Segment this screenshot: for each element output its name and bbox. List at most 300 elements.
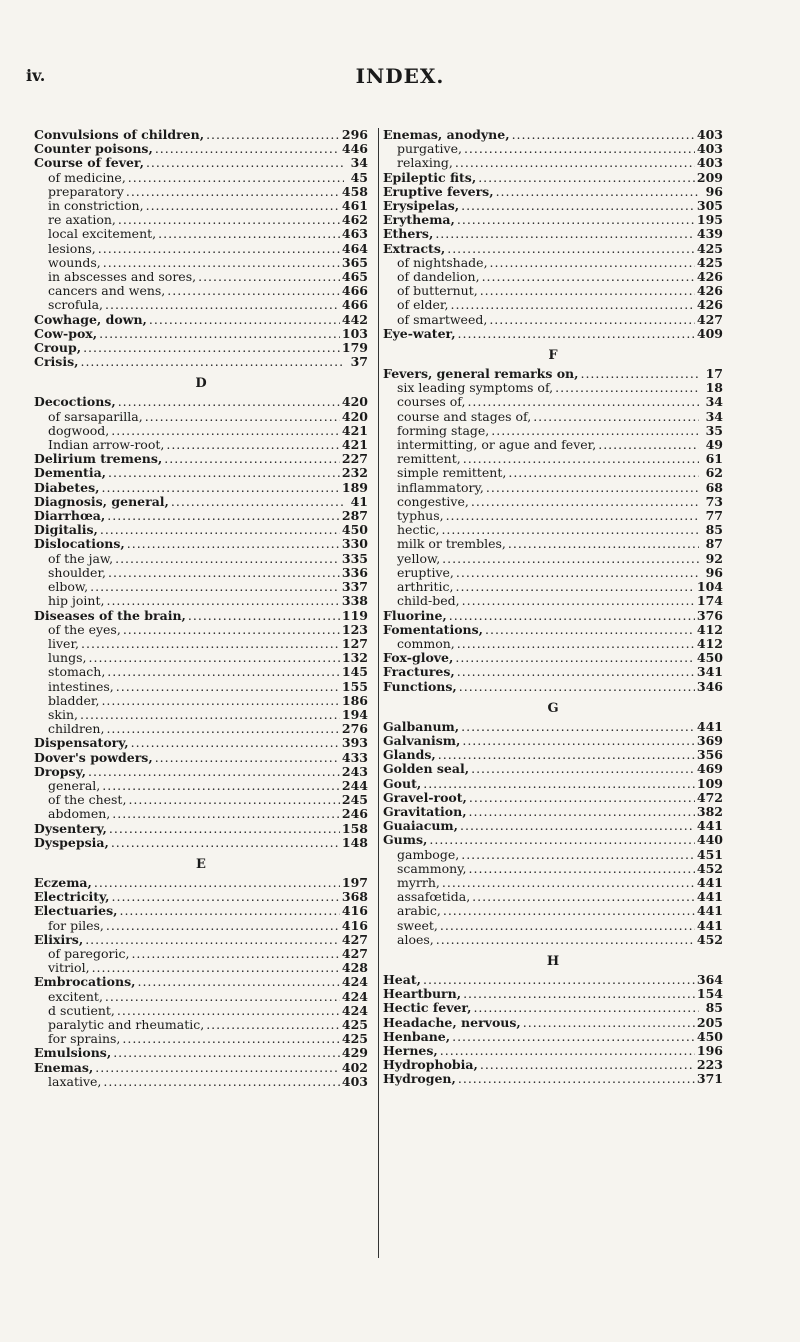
leader-dots [480, 1058, 695, 1072]
leader-dots [118, 395, 340, 409]
entry-page-number: 403 [696, 155, 723, 171]
entry-page-number: 442 [341, 311, 368, 327]
leader-dots [188, 609, 340, 623]
entry-term: Glands, [383, 747, 436, 763]
page-number: iv. [26, 66, 46, 85]
index-subentry [34, 637, 368, 651]
entry-page-number: 452 [696, 860, 723, 876]
index-subentry [383, 594, 723, 608]
entry-term: scammony, [397, 860, 467, 876]
entry-page-number: 403 [696, 141, 723, 157]
index-subentry [34, 1018, 368, 1032]
index-entry [383, 327, 723, 341]
entry-page-number: 441 [696, 917, 723, 933]
leader-dots [491, 424, 699, 438]
leader-dots [109, 822, 340, 836]
entry-page-number: 439 [696, 226, 723, 242]
leader-dots [92, 961, 340, 975]
entry-term: Elixirs, [34, 931, 84, 947]
index-subentry [34, 424, 368, 438]
leader-dots [443, 904, 695, 918]
leader-dots [117, 1004, 340, 1018]
leader-dots [106, 594, 339, 608]
index-entry [34, 890, 368, 904]
entry-term: Convulsions of children, [34, 127, 205, 142]
leader-dots [127, 537, 340, 551]
entry-term: of the eyes, [48, 621, 121, 637]
entry-page-number: 186 [341, 692, 368, 708]
leader-dots [478, 171, 695, 185]
index-subentry [34, 680, 368, 694]
entry-page-number: 49 [705, 437, 723, 453]
index-subentry [383, 410, 723, 424]
leader-dots [206, 1018, 340, 1032]
entry-term: wounds, [48, 254, 101, 270]
index-entry [383, 762, 723, 776]
entry-page-number: 441 [696, 718, 723, 734]
leader-dots [158, 227, 340, 241]
leader-dots [464, 142, 695, 156]
index-subentry [383, 424, 723, 438]
entry-page-number: 145 [341, 664, 368, 680]
index-entry [34, 156, 368, 170]
index-column-left [34, 128, 368, 1089]
index-entry [34, 933, 368, 947]
entry-term: arthritic, [397, 579, 454, 595]
index-entry [34, 481, 368, 495]
entry-page-number: 18 [705, 380, 723, 396]
index-entry [383, 367, 723, 381]
index-entry [34, 523, 368, 537]
entry-term: re axation, [48, 212, 116, 228]
leader-dots [108, 566, 340, 580]
index-subentry [34, 438, 368, 452]
index-entry [383, 1058, 723, 1072]
leader-dots [80, 708, 340, 722]
index-subentry [383, 552, 723, 566]
entry-term: Henbane, [383, 1028, 451, 1044]
entry-term: Electuaries, [34, 903, 118, 919]
leader-dots [131, 947, 339, 961]
entry-page-number: 96 [705, 183, 723, 199]
entry-page-number: 336 [341, 564, 368, 580]
leader-dots [80, 355, 344, 369]
entry-page-number: 433 [341, 749, 368, 765]
entry-page-number: 158 [341, 820, 368, 836]
index-subentry [34, 947, 368, 961]
leader-dots [123, 623, 340, 637]
entry-page-number: 452 [696, 931, 723, 947]
entry-term: liver, [48, 635, 80, 651]
entry-term: Dropsy, [34, 763, 86, 779]
entry-term: Gout, [383, 775, 422, 791]
leader-dots [128, 793, 339, 807]
entry-page-number: 346 [696, 678, 723, 694]
entry-page-number: 179 [341, 340, 368, 356]
index-entry [383, 805, 723, 819]
entry-term: arabic, [397, 903, 441, 919]
index-subentry [34, 256, 368, 270]
entry-page-number: 223 [696, 1057, 723, 1073]
leader-dots [455, 580, 694, 594]
leader-dots [458, 1072, 695, 1086]
entry-term: six leading symptoms of, [397, 380, 554, 396]
entry-page-number: 420 [341, 394, 368, 410]
index-entry [34, 327, 368, 341]
entry-term: Functions, [383, 678, 457, 694]
index-entry [383, 1001, 723, 1015]
entry-page-number: 41 [350, 493, 368, 509]
entry-term: Eruptive fevers, [383, 183, 494, 199]
entry-term: Course of fever, [34, 155, 144, 171]
leader-dots [155, 751, 340, 765]
index-subentry [34, 242, 368, 256]
entry-term: Croup, [34, 340, 82, 356]
leader-dots [482, 270, 695, 284]
index-subentry [34, 552, 368, 566]
entry-page-number: 421 [341, 437, 368, 453]
entry-page-number: 34 [350, 155, 368, 171]
leader-dots [486, 481, 699, 495]
entry-term: for piles, [48, 917, 104, 933]
index-entry [383, 227, 723, 241]
leader-dots [463, 452, 699, 466]
index-subentry [383, 933, 723, 947]
entry-term: Dover's powders, [34, 749, 153, 765]
entry-term: sweet, [397, 917, 438, 933]
index-entry [383, 128, 723, 142]
entry-page-number: 416 [341, 903, 368, 919]
entry-term: general, [48, 777, 101, 793]
entry-term: courses of, [397, 394, 466, 410]
leader-dots [469, 805, 695, 819]
index-entry [34, 1046, 368, 1060]
leader-dots [146, 156, 344, 170]
leader-dots [555, 381, 699, 395]
leader-dots [438, 748, 695, 762]
index-subentry [383, 452, 723, 466]
leader-dots [107, 509, 340, 523]
entry-page-number: 205 [696, 1014, 723, 1030]
entry-page-number: 425 [696, 240, 723, 256]
leader-dots [472, 890, 695, 904]
entry-term: Counter poisons, [34, 141, 153, 157]
entry-term: intermitting, or ague and fever, [397, 437, 597, 453]
leader-dots [119, 904, 339, 918]
entry-page-number: 382 [696, 803, 723, 819]
leader-dots [461, 199, 695, 213]
entry-page-number: 368 [341, 889, 368, 905]
index-subentry [34, 665, 368, 679]
entry-term: remittent, [397, 451, 461, 467]
entry-page-number: 227 [341, 451, 368, 467]
index-subentry [34, 410, 368, 424]
entry-term: yellow, [397, 550, 441, 566]
leader-dots [442, 552, 699, 566]
index-subentry [383, 537, 723, 551]
entry-term: child-bed, [397, 593, 460, 609]
entry-page-number: 196 [696, 1042, 723, 1058]
leader-dots [429, 833, 695, 847]
entry-term: for sprains, [48, 1031, 121, 1047]
leader-dots [149, 313, 340, 327]
leader-dots [122, 1032, 340, 1046]
leader-dots [461, 848, 695, 862]
entry-term: in abscesses and sores, [48, 269, 197, 285]
entry-page-number: 466 [341, 283, 368, 299]
entry-page-number: 462 [341, 212, 368, 228]
entry-term: congestive, [397, 493, 469, 509]
leader-dots [83, 341, 340, 355]
entry-term: of the jaw, [48, 550, 114, 566]
leader-dots [457, 637, 695, 651]
entry-page-number: 409 [696, 325, 723, 341]
entry-term: Extracts, [383, 240, 446, 256]
leader-dots [580, 367, 699, 381]
index-entry [383, 242, 723, 256]
entry-term: abdomen, [48, 806, 111, 822]
entry-term: forming stage, [397, 422, 490, 438]
leader-dots [471, 495, 699, 509]
entry-page-number: 441 [696, 874, 723, 890]
entry-term: excitent, [48, 988, 103, 1004]
index-entry [34, 765, 368, 779]
leader-dots [101, 694, 339, 708]
index-subentry [34, 171, 368, 185]
entry-page-number: 337 [341, 579, 368, 595]
entry-page-number: 123 [341, 621, 368, 637]
index-subentry [383, 495, 723, 509]
entry-page-number: 464 [341, 240, 368, 256]
entry-page-number: 450 [696, 650, 723, 666]
entry-term: Ethers, [383, 226, 434, 242]
entry-page-number: 429 [341, 1045, 368, 1061]
entry-term: Enemas, anodyne, [383, 127, 510, 142]
leader-dots [94, 876, 340, 890]
entry-page-number: 87 [705, 536, 723, 552]
index-entry [383, 833, 723, 847]
leader-dots [441, 523, 699, 537]
entry-page-number: 62 [705, 465, 723, 481]
entry-term: lesions, [48, 240, 96, 256]
index-subentry [34, 1004, 368, 1018]
entry-term: Hectic fever, [383, 1000, 472, 1016]
entry-term: Fractures, [383, 664, 455, 680]
entry-term: preparatory [48, 183, 124, 199]
entry-page-number: 424 [341, 974, 368, 990]
index-subentry [383, 466, 723, 480]
entry-page-number: 305 [696, 198, 723, 214]
entry-term: inflammatory, [397, 479, 484, 495]
index-entry [383, 791, 723, 805]
index-subentry [34, 623, 368, 637]
entry-page-number: 34 [705, 394, 723, 410]
page-title: INDEX. [355, 64, 445, 88]
leader-dots [458, 327, 695, 341]
entry-page-number: 463 [341, 226, 368, 242]
entry-page-number: 450 [696, 1028, 723, 1044]
leader-dots [462, 594, 695, 608]
index-entry [34, 142, 368, 156]
entry-term: Indian arrow-root, [48, 437, 165, 453]
index-entry [383, 720, 723, 734]
entry-term: Gravel-root, [383, 789, 467, 805]
entry-page-number: 427 [341, 931, 368, 947]
leader-dots [105, 298, 340, 312]
entry-page-number: 338 [341, 593, 368, 609]
leader-dots [490, 256, 695, 270]
entry-term: scrofula, [48, 297, 104, 313]
entry-page-number: 104 [696, 579, 723, 595]
entry-term: Dysentery, [34, 820, 107, 836]
entry-page-number: 446 [341, 141, 368, 157]
leader-dots [164, 452, 340, 466]
leader-dots [469, 862, 695, 876]
leader-dots [116, 680, 340, 694]
entry-term: purgative, [397, 141, 462, 157]
entry-page-number: 195 [696, 212, 723, 228]
entry-term: typhus, [397, 508, 444, 524]
leader-dots [459, 680, 695, 694]
index-entry [383, 665, 723, 679]
index-subentry [383, 313, 723, 327]
index-entry [34, 452, 368, 466]
index-entry [34, 904, 368, 918]
entry-page-number: 365 [341, 254, 368, 270]
leader-dots [435, 227, 695, 241]
leader-dots [463, 987, 695, 1001]
entry-term: Fox-glove, [383, 650, 454, 666]
leader-dots [471, 762, 695, 776]
leader-dots [167, 284, 340, 298]
entry-page-number: 127 [341, 635, 368, 651]
index-entry [383, 171, 723, 185]
leader-dots [166, 438, 340, 452]
index-subentry [383, 580, 723, 594]
leader-dots [436, 933, 695, 947]
entry-term: intestines, [48, 678, 114, 694]
leader-dots [496, 185, 699, 199]
leader-dots [89, 651, 340, 665]
entry-term: dogwood, [48, 422, 110, 438]
index-entry [383, 987, 723, 1001]
entry-term: Golden seal, [383, 761, 470, 777]
index-entry [34, 736, 368, 750]
entry-term: of elder, [397, 297, 449, 313]
index-subentry [383, 381, 723, 395]
entry-page-number: 17 [705, 366, 723, 382]
entry-page-number: 245 [341, 792, 368, 808]
entry-term: Erythema, [383, 212, 455, 228]
entry-page-number: 441 [696, 903, 723, 919]
entry-term: hip joint, [48, 593, 105, 609]
entry-page-number: 465 [341, 269, 368, 285]
index-subentry [34, 722, 368, 736]
entry-term: Eye-water, [383, 325, 456, 341]
leader-dots [145, 410, 340, 424]
leader-dots [100, 523, 340, 537]
entry-term: relaxing, [397, 155, 453, 171]
leader-dots [460, 819, 695, 833]
entry-page-number: 330 [341, 536, 368, 552]
entry-term: Dementia, [34, 465, 107, 481]
leader-dots [446, 509, 699, 523]
entry-page-number: 244 [341, 777, 368, 793]
index-subentry [34, 298, 368, 312]
index-subentry [383, 919, 723, 933]
leader-dots [447, 242, 695, 256]
index-entry [383, 1044, 723, 1058]
index-subentry [34, 213, 368, 227]
index-entry [34, 751, 368, 765]
entry-term: of paregoric, [48, 945, 130, 961]
entry-term: local excitement, [48, 226, 157, 242]
entry-term: Dyspepsia, [34, 834, 109, 850]
index-subentry [34, 919, 368, 933]
leader-dots [171, 495, 344, 509]
leader-dots [108, 466, 340, 480]
entry-page-number: 426 [696, 269, 723, 285]
entry-page-number: 425 [696, 254, 723, 270]
leader-dots [508, 537, 699, 551]
entry-term: of the chest, [48, 792, 127, 808]
entry-term: Enemas, [34, 1059, 94, 1075]
entry-page-number: 427 [341, 945, 368, 961]
entry-page-number: 371 [696, 1071, 723, 1087]
leader-dots [88, 765, 340, 779]
entry-page-number: 425 [341, 1016, 368, 1032]
entry-term: Fluorine, [383, 607, 447, 623]
leader-dots [111, 424, 340, 438]
leader-dots [115, 552, 340, 566]
index-subentry [34, 651, 368, 665]
entry-term: bladder, [48, 692, 100, 708]
entry-term: Delirium tremens, [34, 451, 163, 467]
leader-dots [126, 185, 340, 199]
entry-term: milk or trembles, [397, 536, 506, 552]
index-entry [34, 537, 368, 551]
index-subentry [383, 284, 723, 298]
leader-dots [533, 410, 699, 424]
entry-page-number: 45 [350, 169, 368, 185]
leader-dots [452, 1030, 695, 1044]
leader-dots [85, 933, 340, 947]
entry-page-number: 393 [341, 735, 368, 751]
entry-page-number: 197 [341, 874, 368, 890]
leader-dots [99, 327, 340, 341]
entry-term: children, [48, 721, 105, 737]
index-subentry [383, 395, 723, 409]
entry-term: shoulder, [48, 564, 107, 580]
entry-page-number: 428 [341, 960, 368, 976]
index-subentry [383, 890, 723, 904]
entry-term: Gums, [383, 832, 428, 848]
entry-page-number: 421 [341, 422, 368, 438]
index-entry [383, 651, 723, 665]
index-subentry [34, 961, 368, 975]
section-letter: G [547, 700, 559, 716]
leader-dots [440, 1044, 695, 1058]
leader-dots [461, 720, 695, 734]
leader-dots [137, 975, 339, 989]
index-entry [383, 819, 723, 833]
leader-dots [457, 213, 695, 227]
index-entry [383, 1072, 723, 1086]
entry-term: common, [397, 635, 455, 651]
entry-term: Crisis, [34, 354, 79, 370]
index-subentry [34, 580, 368, 594]
entry-page-number: 441 [696, 818, 723, 834]
